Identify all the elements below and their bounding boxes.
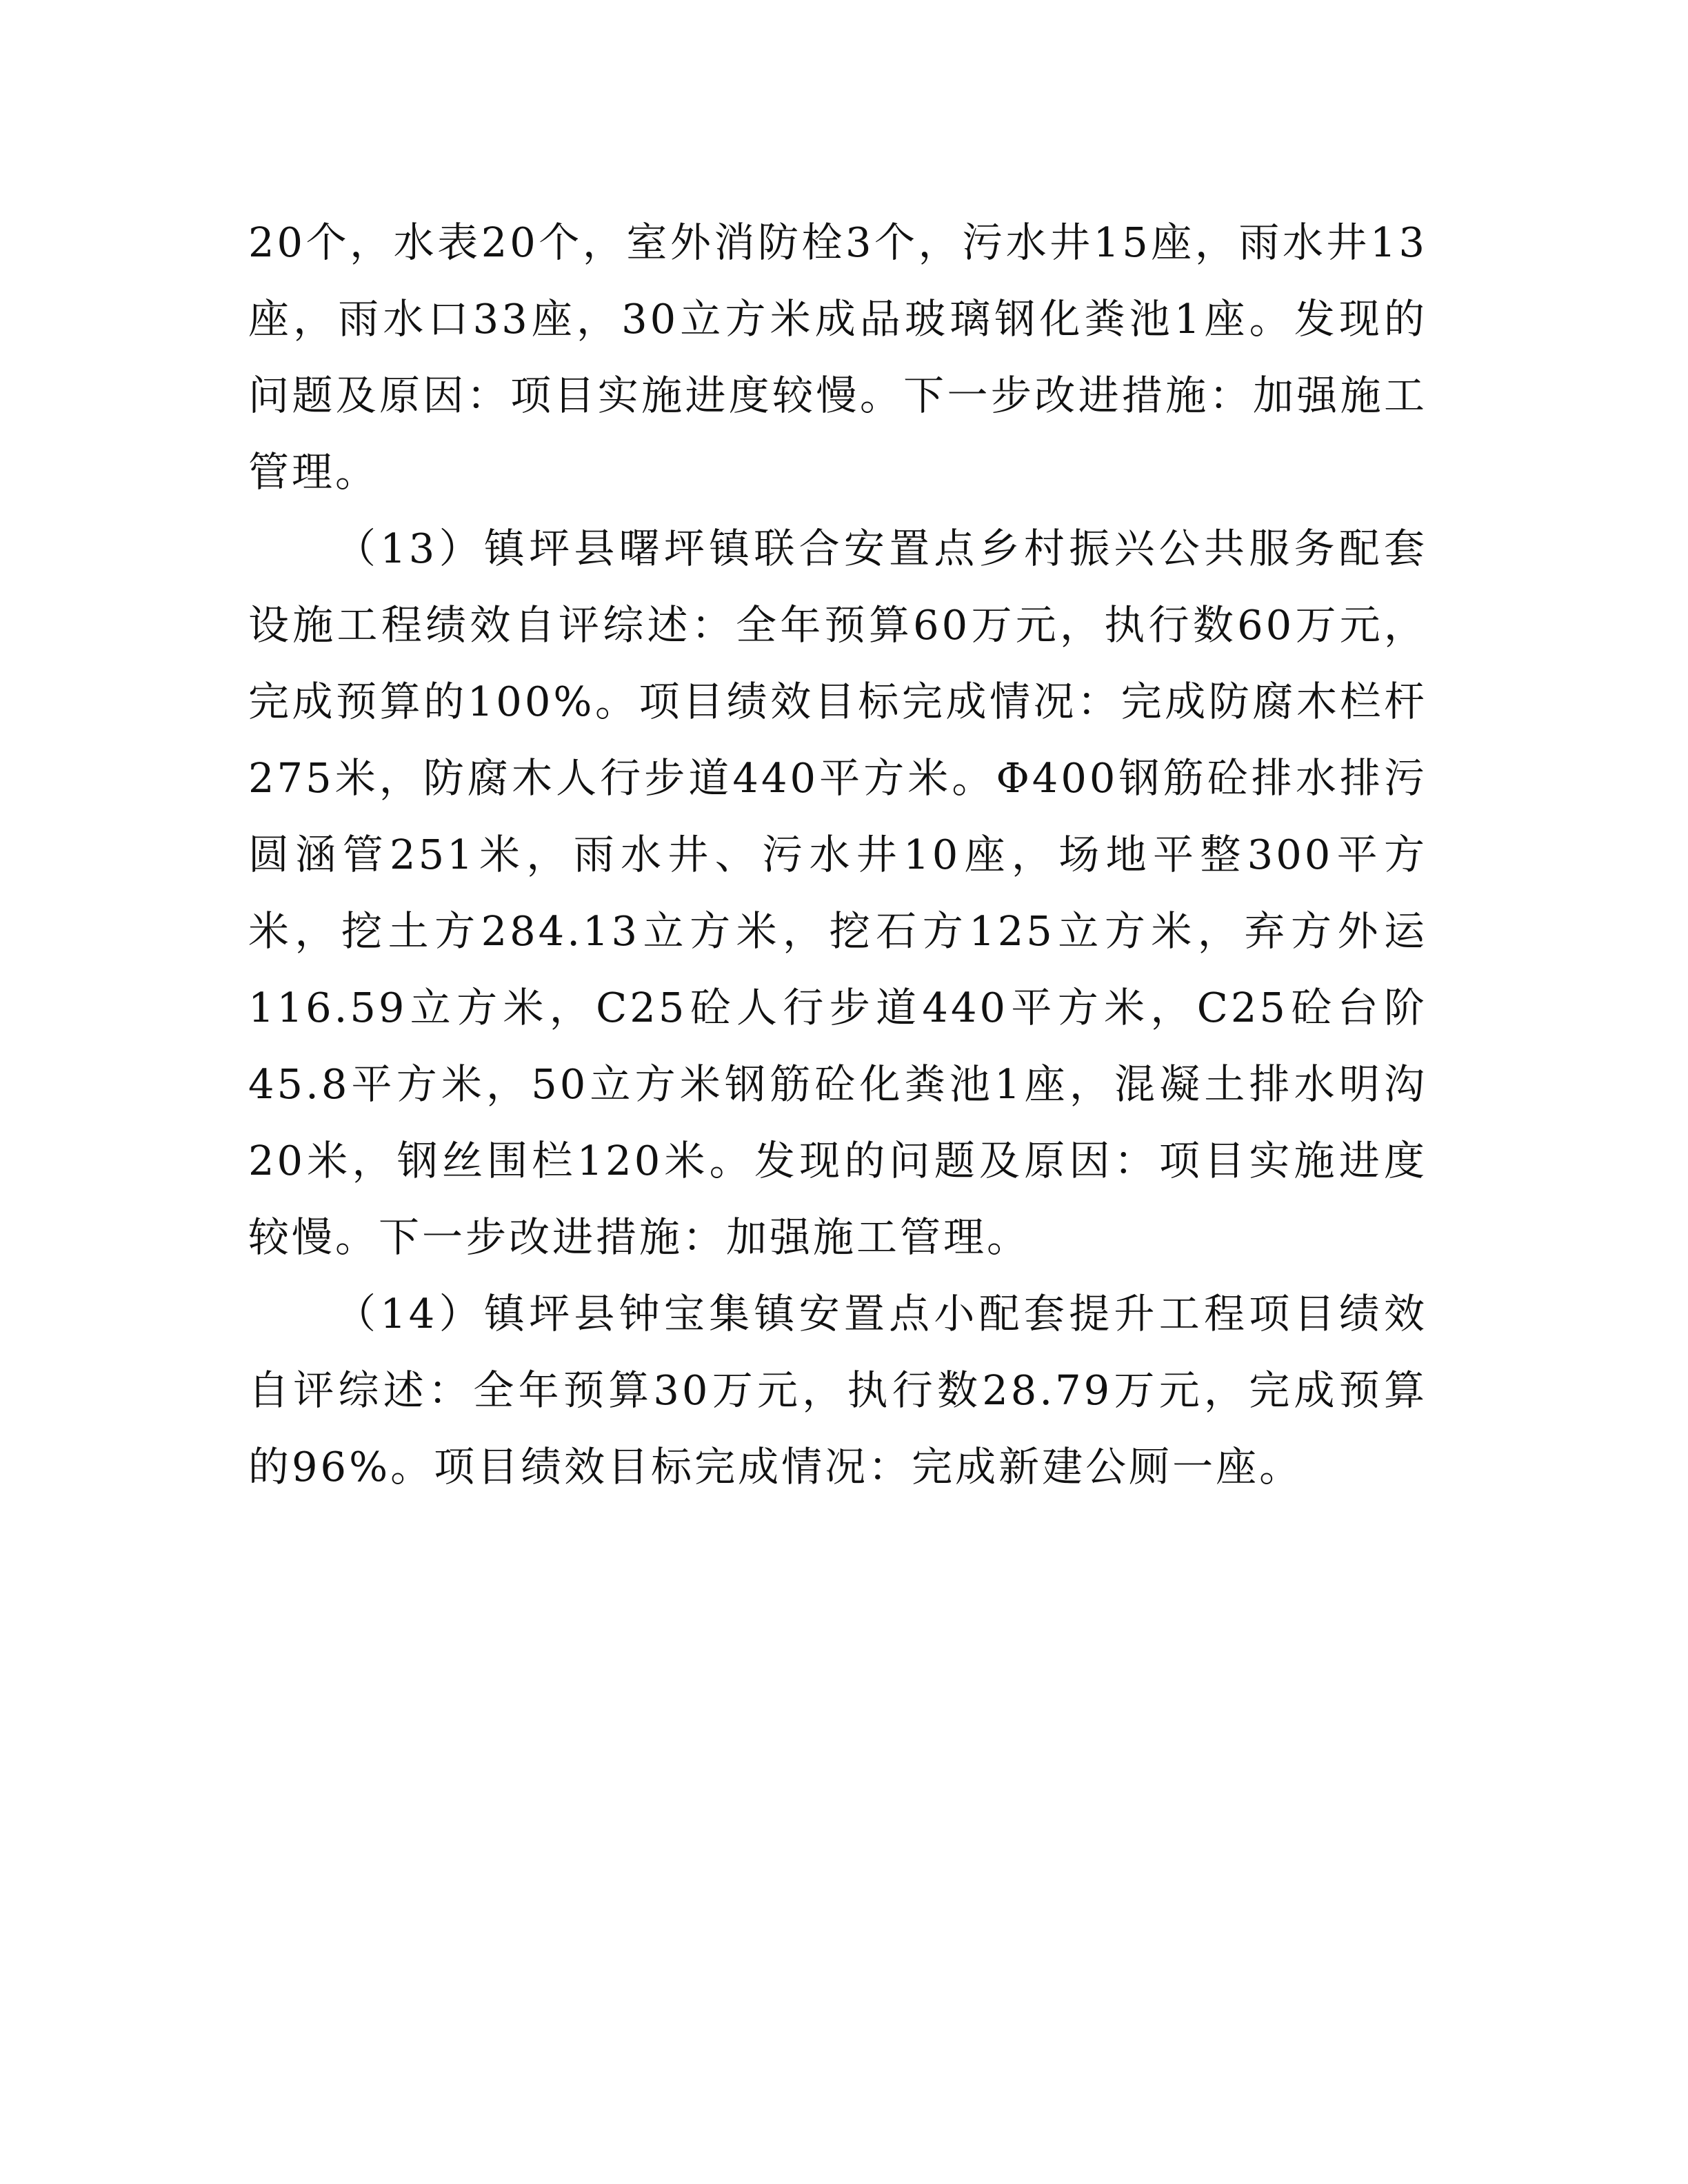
document-body (248, 204, 1427, 1505)
paragraph-item-14: （14）镇坪县钟宝集镇安置点小配套提升工程项目绩效自评综述：全年预算30万元，执行数28.79万元，完成预算的96%。项目绩效目标完成情况：完成新建公厕一座。 (248, 1290, 1427, 1490)
paragraph-item-13: （13）镇坪县曙坪镇联合安置点乡村振兴公共服务配套设施工程绩效自评综述：全年预算60万元，执行数60万元，完成预算的100%。项目绩效目标完成情况：完成防腐木栏杆275米，防腐木人行步道440平方米。Φ400钢筋砼排水排污圆涵管251米，雨水井、污水井10座，场地平整300平方米，挖土方284.13立方米，挖石方125立方米，弃方外运116.59立方米，C25砼人行步道440平方米，C25砼台阶45.8平方米，50立方米钢筋砼化粪池1座，混凝土排水明沟20米，钢丝围栏120米。发现的问题及原因：项目实施进度较慢。下一步改进措施：加强施工管理。 (248, 525, 1427, 1261)
paragraph-continuation: 20个，水表20个，室外消防栓3个，污水井15座，雨水井13座，雨水口33座，30立方米成品玻璃钢化粪池1座。发现的问题及原因：项目实施进度较慢。下一步改进措施：加强施工管理。 (248, 219, 1427, 496)
